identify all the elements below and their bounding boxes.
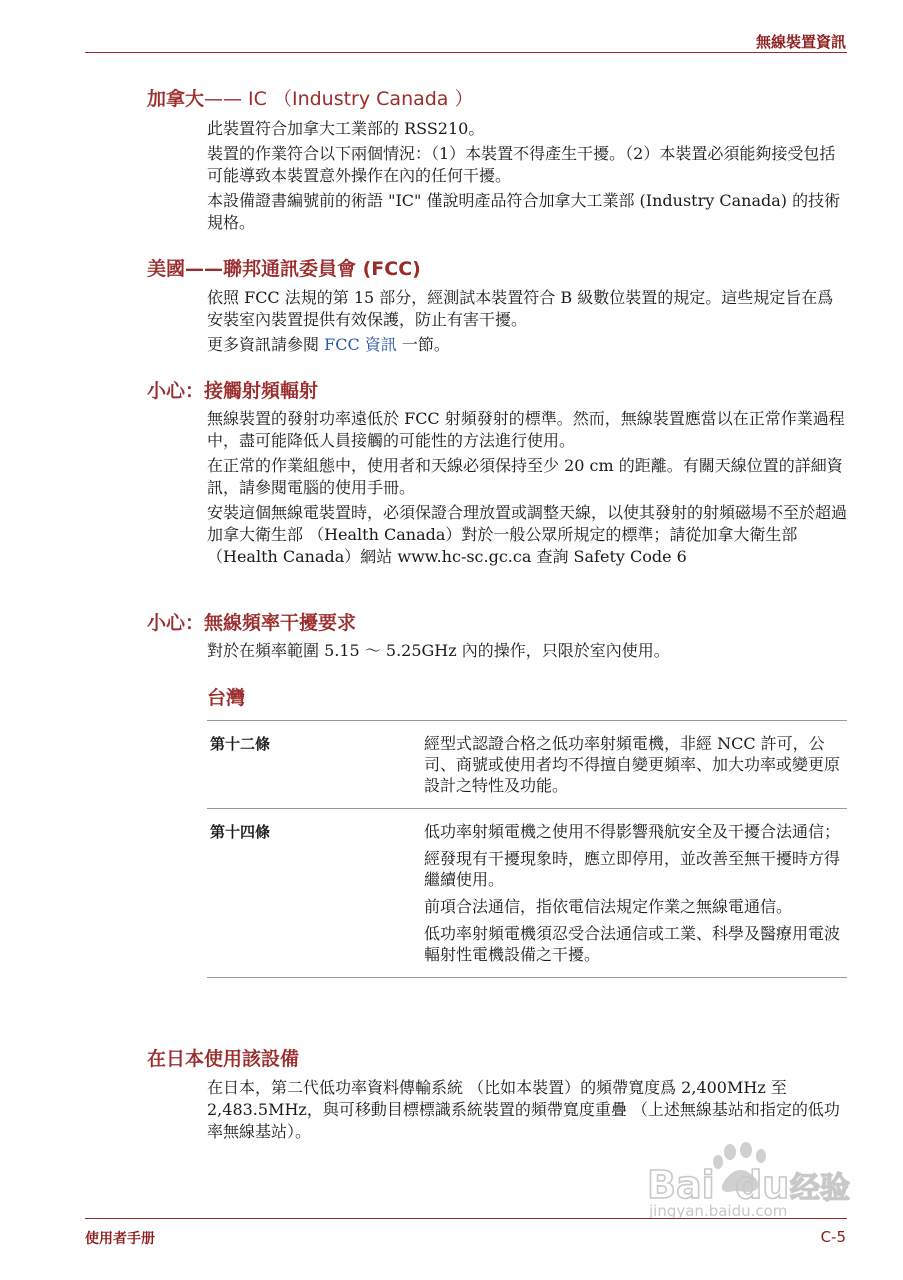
japan-body xyxy=(207,1077,848,1146)
paragraph xyxy=(207,334,848,356)
paragraph: 在正常的作業組態中，使用者和天線必須保持至少 20 cm 的距離。有關天線位置的詳細資訊，請參閱電腦的使用手冊。 xyxy=(207,456,843,497)
paragraph: 低功率射頻電機須忍受合法通信或工業、科學及醫療用電波輻射性電機設備之干擾。 xyxy=(424,924,841,964)
paragraph: 前項合法通信，指依電信法規定作業之無線電通信。 xyxy=(424,897,793,916)
paragraph: 裝置的作業符合以下兩個情況：（1）本裝置不得產生干擾。（2）本裝置必須能夠接受包括可能導致本裝置意外操作在內的任何干擾。 xyxy=(207,144,836,185)
paragraph: 無線裝置的發射功率遠低於 FCC 射頻發射的標準。然而，無線裝置應當以在正常作業過程中，盡可能降低人員接觸的可能性的方法進行使用。 xyxy=(207,409,845,450)
article-text xyxy=(424,821,847,971)
table-row xyxy=(207,808,847,978)
paragraph: 對於在頻率範圍 5.15 ～ 5.25GHz 內的操作，只限於室內使用。 xyxy=(207,641,670,660)
article-text xyxy=(424,733,847,802)
paragraph: 經發現有干擾現象時，應立即停用，並改善至無干擾時方得繼續使用。 xyxy=(424,849,841,889)
rf-exposure-body xyxy=(207,408,848,571)
section-heading-canada xyxy=(147,84,474,111)
more-info-suffix: 一節。 xyxy=(396,335,450,354)
paragraph: 此裝置符合加拿大工業部的 RSS210。 xyxy=(207,119,485,138)
paragraph: 在日本，第二代低功率資料傳輸系統 （比如本裝置）的頻帶寬度爲 2,400MHz 至 2,483.5MHz，與可移動目標標識系統裝置的頻帶寬度重疊 （上述無線基站和指定的低功率無線基站）。 xyxy=(207,1078,840,1141)
paragraph: 經型式認證合格之低功率射頻電機，非經 NCC 許可，公司、商號或使用者均不得擅自變更頻率、加大功率或變更原設計之特性及功能。 xyxy=(424,734,841,795)
canada-heading-label: 加拿大 xyxy=(147,88,205,110)
baidu-jingyan-watermark xyxy=(645,1140,855,1218)
article-label: 第十四條 xyxy=(210,823,271,841)
section-heading-interference: 小心：無線頻率干擾要求 xyxy=(147,612,357,634)
watermark-cn: 经验 xyxy=(790,1171,850,1206)
page-number: C-5 xyxy=(820,1228,846,1246)
header-rule xyxy=(85,52,847,53)
paragraph: 本設備證書編號前的術語 "IC" 僅說明產品符合加拿大工業部 (Industry Canada) 的技術規格。 xyxy=(207,191,841,232)
more-info-prefix: 更多資訊請參閱 xyxy=(207,335,325,354)
canada-body xyxy=(207,118,848,237)
watermark-brand-2: du xyxy=(735,1163,790,1207)
canada-heading-rest: —— IC （Industry Canada ） xyxy=(204,88,474,110)
watermark-brand: Bai xyxy=(647,1163,715,1207)
section-heading-japan: 在日本使用該設備 xyxy=(147,1048,300,1070)
article-label: 第十二條 xyxy=(210,735,271,753)
paragraph: 安裝這個無線電裝置時，必須保證合理放置或調整天線，以使其發射的射頻磁場不至於超過加拿大衛生部 （Health Canada）對於一般公眾所規定的標準；請從加拿大衛生部 （Health Canada）網站 www.hc-sc.gc.ca 查詢 Safety Code 6 xyxy=(207,503,848,566)
section-heading-rf-exposure: 小心：接觸射頻輻射 xyxy=(147,380,319,402)
page-header-title: 無線裝置資訊 xyxy=(755,33,846,51)
taiwan-regulation-table xyxy=(207,720,847,978)
paragraph: 低功率射頻電機之使用不得影響飛航安全及干擾合法通信； xyxy=(424,822,841,841)
footer-rule xyxy=(85,1218,847,1219)
paragraph: 依照 FCC 法規的第 15 部分，經測試本裝置符合 B 級數位裝置的規定。這些規定旨在爲安裝室內裝置提供有效保護，防止有害干擾。 xyxy=(207,288,834,329)
footer-manual-title: 使用者手册 xyxy=(85,1231,155,1247)
usa-body xyxy=(207,287,848,359)
section-heading-taiwan: 台灣 xyxy=(207,687,246,709)
watermark-url: jingyan.baidu.com xyxy=(649,1202,788,1218)
table-row xyxy=(207,720,847,808)
interference-body xyxy=(207,640,848,665)
fcc-info-link[interactable]: FCC 資訊 xyxy=(324,335,397,354)
section-heading-usa: 美國——聯邦通訊委員會 (FCC) xyxy=(147,258,421,280)
